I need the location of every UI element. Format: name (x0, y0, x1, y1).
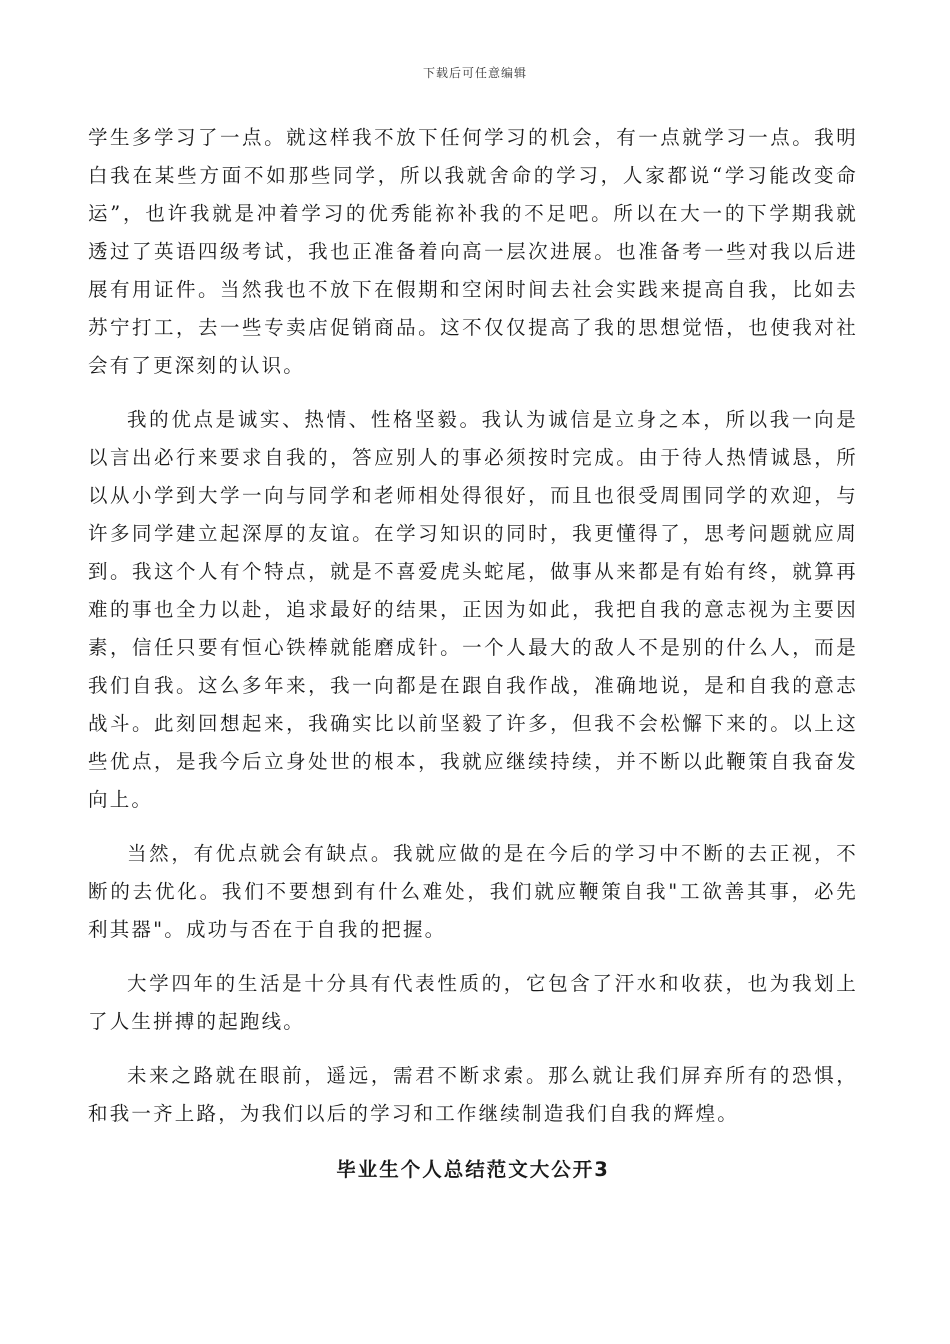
paragraph-university-life: 大学四年的生活是十分具有代表性质的，它包含了汗水和收获，也为我划上了人生拼搏的起跑线。 (88, 972, 858, 1033)
page-header-note: 下载后可任意编辑 (422, 66, 527, 80)
paragraph-continuation: 学生多学习了一点。就这样我不放下任何学习的机会，有一点就学习一点。我明白我在某些方面不如那些同学，所以我就舍命的学习，人家都说“学习能改变命运”，也许我就是冲着学习的优秀能祢补我的不足吧。所以在大一的下学期我就透过了英语四级考试，我也正准备着向高一层次进展。也准备考一些对我以后进展有用证件。当然我也不放下在假期和空闲时间去社会实践来提高自我，比如去苏宁打工，去一些专卖店促销商品。这不仅仅提高了我的思想觉悟，也使我对社会有了更深刻的认识。 (88, 126, 858, 377)
section-title: 毕业生个人总结范文大公开3 (336, 1158, 610, 1181)
document-body (88, 119, 858, 1189)
paragraph-strengths: 我的优点是诚实、热情、性格坚毅。我认为诚信是立身之本，所以我一向是以言出必行来要求自我的，答应别人的事必须按时完成。由于待人热情诚恳，所以从小学到大学一向与同学和老师相处得很好，而且也很受周围同学的欢迎，与许多同学建立起深厚的友谊。在学习知识的同时，我更懂得了，思考问题就应周到。我这个人有个特点，就是不喜爱虎头蛇尾，做事从来都是有始有终，就算再难的事也全力以赴，追求最好的结果，正因为如此，我把自我的意志视为主要因素，信任只要有恒心铁棒就能磨成针。一个人最大的敌人不是别的什么人，而是我们自我。这么多年来，我一向都是在跟自我作战，准确地说，是和自我的意志战斗。此刻回想起来，我确实比以前坚毅了许多，但我不会松懈下来的。以上这些优点，是我今后立身处世的根本，我就应继续持续，并不断以此鞭策自我奋发向上。 (88, 408, 858, 811)
paragraph-weaknesses: 当然，有优点就会有缺点。我就应做的是在今后的学习中不断的去正视，不断的去优化。我们不要想到有什么难处，我们就应鞭策自我"工欲善其事，必先利其器"。成功与否在于自我的把握。 (88, 842, 858, 941)
paragraph-future: 未来之路就在眼前，遥远，需君不断求索。那么就让我们屏弃所有的恐惧，和我一齐上路，为我们以后的学习和工作继续制造我们自我的辉煌。 (88, 1064, 858, 1125)
